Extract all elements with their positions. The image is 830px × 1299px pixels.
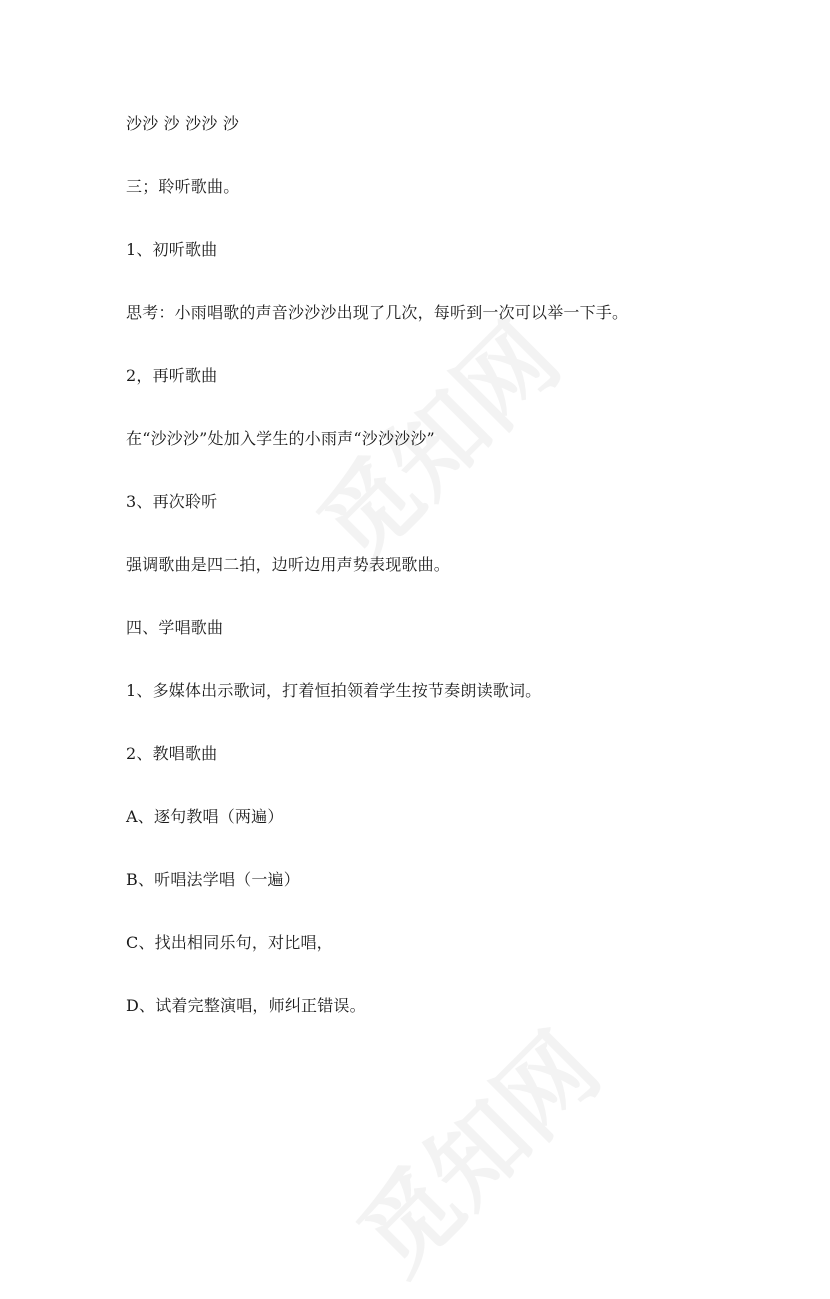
think-question: 思考：小雨唱歌的声音沙沙沙出现了几次，每听到一次可以举一下手。: [126, 303, 629, 322]
step-listen-third: 3、再次聆听: [126, 492, 218, 511]
item-c-same-phrases: C、找出相同乐句，对比唱，: [126, 933, 333, 952]
rain-sound-instruction: 在“沙沙沙”处加入学生的小雨声“沙沙沙沙”: [126, 429, 435, 448]
meter-emphasis: 强调歌曲是四二拍，边听边用声势表现歌曲。: [126, 555, 451, 574]
item-d-full-performance: D、试着完整演唱，师纠正错误。: [126, 996, 366, 1015]
lyric-sha-rhythm: 沙沙 沙 沙沙 沙: [126, 114, 240, 133]
section-three-heading: 三；聆听歌曲。: [126, 177, 240, 196]
item-b-listen-sing: B、听唱法学唱（一遍）: [126, 870, 300, 889]
item-a-line-by-line: A、逐句教唱（两遍）: [126, 807, 284, 826]
step-read-lyrics: 1、多媒体出示歌词，打着恒拍领着学生按节奏朗读歌词。: [126, 681, 542, 700]
step-teach-song: 2、教唱歌曲: [126, 744, 218, 763]
step-first-listen: 1、初听歌曲: [126, 240, 218, 259]
step-listen-again: 2，再听歌曲: [126, 366, 218, 385]
watermark-lower: [324, 998, 625, 1299]
section-four-heading: 四、学唱歌曲: [126, 618, 224, 637]
